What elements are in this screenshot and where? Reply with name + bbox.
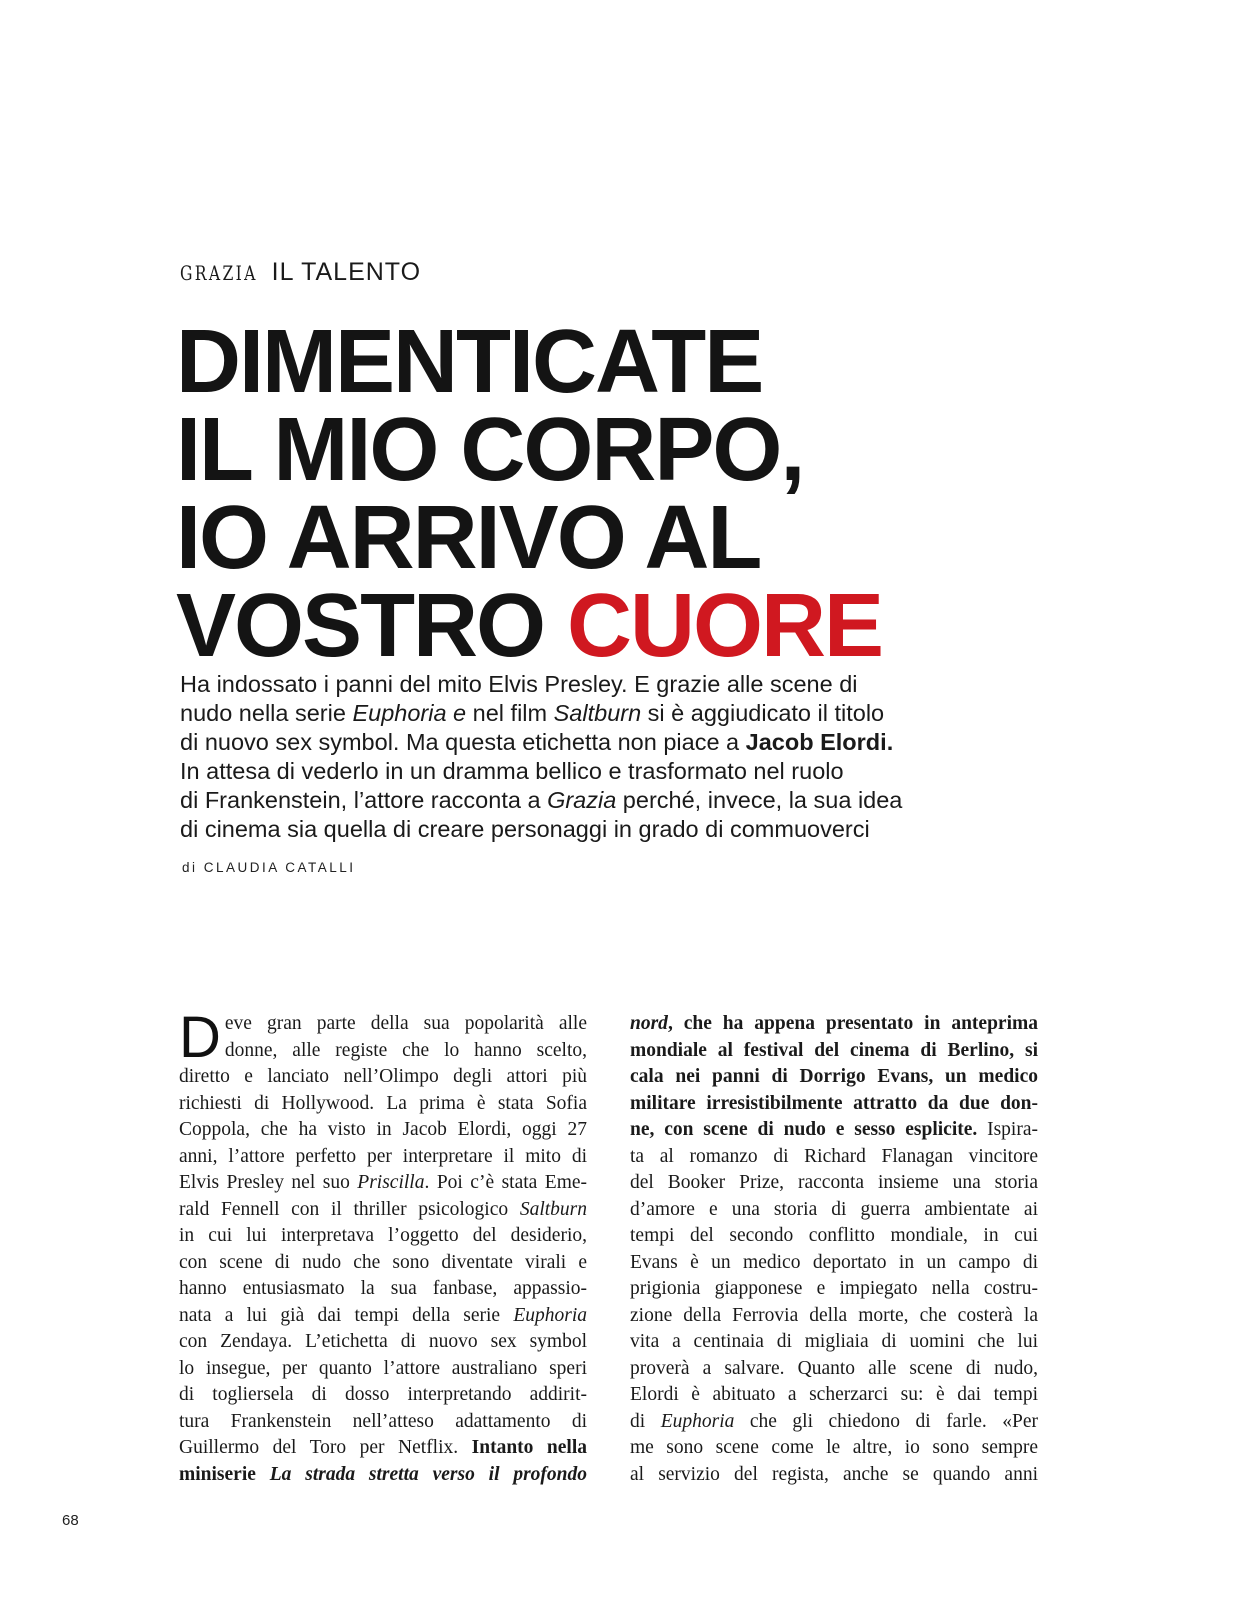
- standfirst: [180, 670, 980, 844]
- body-line: zione della Ferrovia della morte, che costerà la: [630, 1304, 1038, 1326]
- bold-run: ne, con scene di nudo e sesso esplicite.: [630, 1119, 978, 1140]
- headline-line-4: [176, 576, 1076, 676]
- bold-run: miniserie: [179, 1463, 270, 1485]
- body-line: d’amore e una storia di guerra ambientate ai: [630, 1198, 1038, 1220]
- text-run: di: [630, 1410, 661, 1432]
- text-run: rald Fennell con il thriller psicologico: [179, 1198, 520, 1220]
- body-line: ta al romanzo di Richard Flanagan vincitore: [630, 1145, 1038, 1167]
- text-run: di nuovo sex symbol. Ma questa etichetta non piace a: [180, 729, 746, 755]
- title-saltburn: Saltburn: [553, 700, 642, 726]
- bold-run: , che ha appena presentato in anteprima: [667, 1013, 1038, 1034]
- body-line: proverà a salvare. Quanto alle scene di nudo,: [630, 1357, 1038, 1379]
- body-line: [179, 1197, 587, 1224]
- body-line: [630, 1091, 1038, 1118]
- body-line: [179, 1435, 587, 1462]
- body-line: con Zendaya. L’etichetta di nuovo sex symbol: [179, 1331, 587, 1352]
- standfirst-line: di cinema sia quella di creare personaggi in grado di commuoverci: [180, 816, 870, 842]
- title-la-strada-stretta: La strada stretta verso il profondo: [269, 1463, 587, 1485]
- body-line: donne, alle registe che lo hanno scelto,: [224, 1039, 587, 1061]
- bold-run: mondiale al festival del cinema di Berlino, si: [630, 1039, 1038, 1061]
- byline: di CLAUDIA CATALLI: [182, 860, 356, 875]
- headline-accent-word: CUORE: [567, 576, 883, 676]
- body-line: [630, 1409, 1038, 1436]
- body-column-right: [630, 1011, 1038, 1488]
- bold-run: militare irresistibilmente attratto da due don-: [630, 1092, 1038, 1114]
- text-run: Guillermo del Toro per Netflix.: [179, 1437, 472, 1458]
- text-run: nudo nella serie: [180, 700, 353, 726]
- body-line: diretto e lanciato nell’Olimpo degli attori più: [179, 1066, 587, 1087]
- headline-line-2: IL MIO CORPO,: [176, 400, 804, 500]
- title-priscilla: Priscilla: [357, 1172, 425, 1193]
- body-line: in cui lui interpretava l’oggetto del desiderio,: [179, 1225, 587, 1246]
- drop-cap: D: [179, 1005, 221, 1070]
- body-line: Elordi è abituato a scherzarci su: è dai tempi: [630, 1384, 1038, 1405]
- body-line: [630, 1011, 1038, 1038]
- page-number: 68: [62, 1512, 79, 1529]
- body-line: hanno entusiasmato la sua fanbase, appassio-: [179, 1278, 587, 1299]
- text-run: si è aggiudicato il titolo: [641, 700, 885, 726]
- title-continuation: nord: [630, 1013, 668, 1034]
- subject-name: Jacob Elordi.: [745, 729, 894, 755]
- text-run: di Frankenstein, l’attore racconta a: [180, 787, 548, 813]
- body-line: tempi del secondo conflitto mondiale, in cui: [630, 1225, 1038, 1246]
- title-euphoria: Euphoria: [660, 1410, 735, 1432]
- title-euphoria: Euphoria: [513, 1304, 587, 1326]
- text-run: . Poi c’è stata Eme-: [424, 1172, 588, 1193]
- body-line: [630, 1117, 1038, 1144]
- text-run: che gli chiedono di farle. «Per: [734, 1410, 1039, 1432]
- body-line: [179, 1303, 587, 1330]
- body-line: me sono scene come le altre, io sono sempre: [630, 1437, 1038, 1458]
- text-run: Elvis Presley nel suo: [179, 1172, 358, 1193]
- standfirst-line: In attesa di vederlo in un dramma bellico e trasformato nel ruolo: [180, 758, 844, 784]
- title-saltburn: Saltburn: [519, 1198, 587, 1220]
- body-line: [630, 1064, 1038, 1091]
- body-line: con scene di nudo che sono diventate virali e: [179, 1251, 587, 1273]
- standfirst-line: Ha indossato i panni del mito Elvis Presley. E grazie alle scene di: [180, 671, 858, 697]
- body-line: eve gran parte della sua popolarità alle: [224, 1013, 587, 1034]
- body-line: [179, 1170, 587, 1197]
- body-line: [179, 1462, 587, 1489]
- standfirst-line: [180, 728, 980, 757]
- magazine-brand: GRAZIA: [180, 261, 258, 285]
- headline-line-3: IO ARRIVO AL: [176, 488, 761, 588]
- text-run: nel film: [466, 700, 554, 726]
- title-euphoria: Euphoria e: [352, 700, 467, 726]
- standfirst-line: [180, 786, 980, 815]
- body-line: tura Frankenstein nell’atteso adattamento di: [179, 1410, 587, 1432]
- body-line: prigionia giapponese e impiegato nella costru-: [630, 1278, 1038, 1299]
- headline-word-vostro: VOSTRO: [176, 576, 568, 676]
- headline: [176, 312, 1076, 676]
- section-name: IL TALENTO: [271, 258, 422, 286]
- body-line: Evans è un medico deportato in un campo di: [630, 1251, 1038, 1273]
- body-line: [630, 1038, 1038, 1065]
- body-line: del Booker Prize, racconta insieme una storia: [630, 1172, 1038, 1193]
- section-label: [180, 258, 421, 287]
- body-line: Coppola, che ha visto in Jacob Elordi, oggi 27: [179, 1119, 587, 1140]
- text-run: perché, invece, la sua idea: [616, 787, 903, 813]
- body-line: lo insegue, per quanto l’attore australiano speri: [179, 1357, 587, 1379]
- body-column-left: [179, 1005, 588, 1488]
- bold-run: cala nei panni di Dorrigo Evans, un medico: [630, 1066, 1038, 1087]
- text-run: Ispira-: [977, 1119, 1038, 1140]
- body-line: al servizio del regista, anche se quando anni: [630, 1463, 1038, 1485]
- bold-run: Intanto nella: [471, 1437, 587, 1458]
- text-run: nata a lui già dai tempi della serie: [179, 1304, 514, 1326]
- headline-line-1: DIMENTICATE: [176, 312, 763, 412]
- title-grazia: Grazia: [547, 787, 617, 813]
- standfirst-line: [180, 699, 980, 728]
- body-line: anni, l’attore perfetto per interpretare il mito di: [179, 1145, 587, 1167]
- body-line: di togliersela di dosso interpretando addirit-: [179, 1384, 587, 1405]
- body-line: vita a centinaia di migliaia di uomini che lui: [630, 1331, 1038, 1352]
- body-line: richiesti di Hollywood. La prima è stata Sofia: [179, 1092, 587, 1114]
